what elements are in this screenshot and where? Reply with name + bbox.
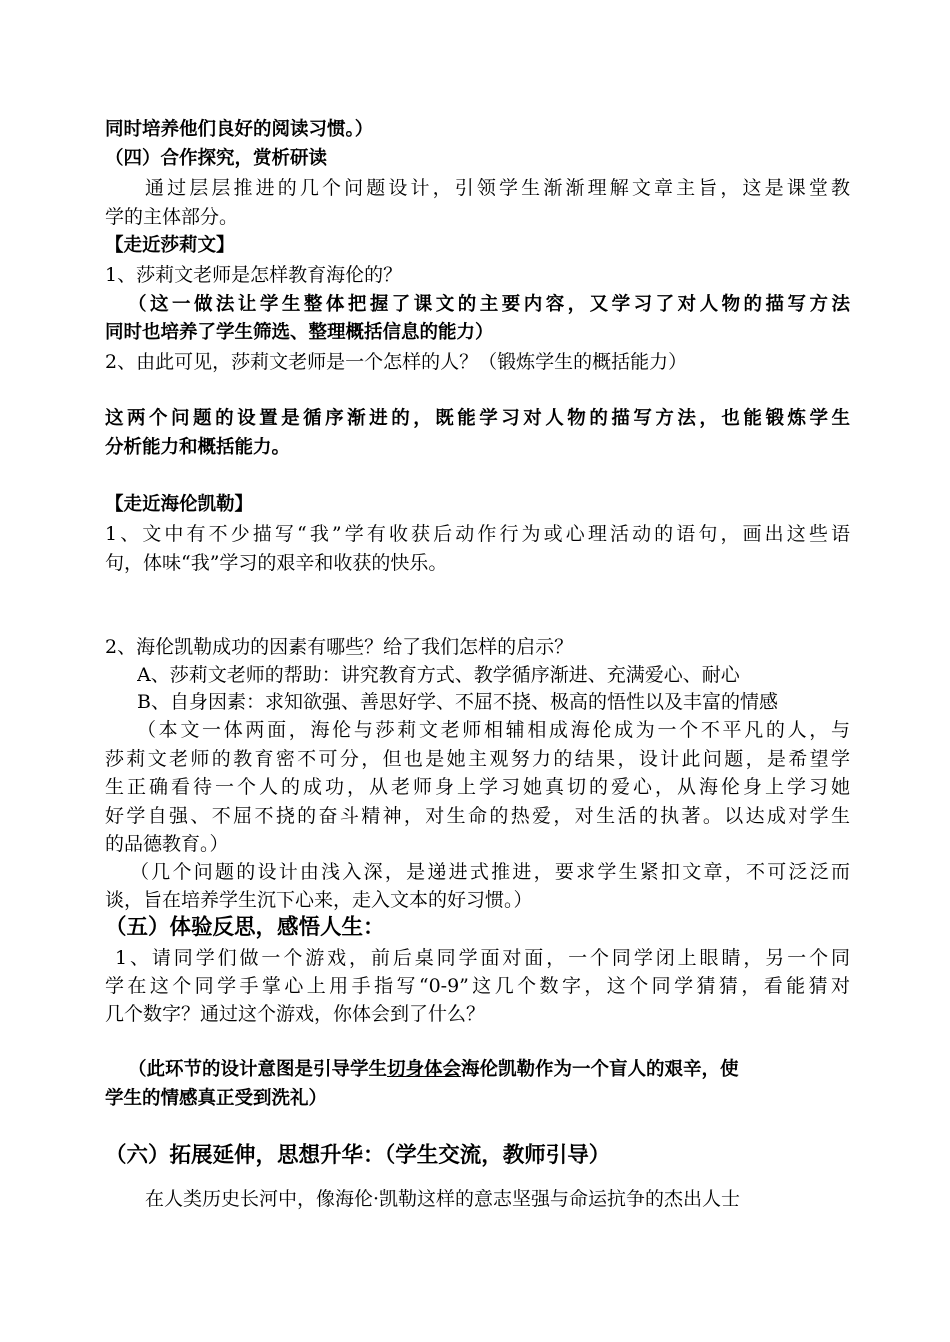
question-line: 句，体味“我”学习的艰辛和收获的快乐。: [105, 552, 448, 574]
note-line: 谈，旨在培养学生沉下心来，走入文本的好习惯。）: [105, 889, 533, 911]
section-heading: （四）合作探究，赏析研读: [105, 148, 328, 169]
question-line: 2、海伦凯勒成功的因素有哪些？给了我们怎样的启示？: [105, 636, 574, 658]
note-line: 学生的情感真正受到洗礼）: [105, 1088, 328, 1109]
subsection-heading: 【走近莎莉文】: [105, 235, 235, 256]
text-line: 在人类历史长河中，像海伦·凯勒这样的意志坚强与命运抗争的杰出人士: [145, 1188, 741, 1210]
note-text: （此环节的设计意图是引导学生: [128, 1059, 388, 1080]
question-line: 1、莎莉文老师是怎样教育海伦的？: [105, 264, 403, 286]
note-line: 分析能力和概括能力。: [105, 437, 291, 458]
note-line: 好学自强、不屈不挠的奋斗精神，对生命的热爱，对生活的执著。以达成对学生: [105, 805, 850, 827]
underlined-text: 切身体会: [387, 1059, 462, 1080]
activity-line: 几个数字？通过这个游戏，你体会到了什么？: [105, 1003, 486, 1025]
text-line: 同时培养他们良好的阅读习惯。）: [105, 119, 374, 140]
subsection-heading: 【走近海伦凯勒】: [105, 494, 254, 515]
question-line: 1、文中有不少描写“我”学有收获后动作行为或心理活动的语句，画出这些语: [105, 523, 850, 545]
text-line: 学的主体部分。: [105, 206, 239, 228]
note-line: （本文一体两面，海伦与莎莉文老师相辅相成海伦成为一个不平凡的人，与: [137, 719, 850, 741]
note-line: 莎莉文老师的教育密不可分，但也是她主观努力的结果，设计此问题，是希望学: [105, 748, 850, 770]
note-line: （几个问题的设计由浅入深，是递进式推进，要求学生紧扣文章，不可泛泛而: [130, 861, 850, 883]
note-line: 同时也培养了学生筛选、整理概括信息的能力）: [105, 322, 494, 343]
note-line: 的品德教育。）: [105, 833, 229, 855]
section-heading: （五）体验反思，感悟人生：: [105, 915, 385, 940]
note-line: 这两个问题的设置是循序渐进的，既能学习对人物的描写方法，也能锻炼学生: [105, 408, 850, 429]
question-line: 2、由此可见，莎莉文老师是一个怎样的人？（锻炼学生的概括能力）: [105, 351, 688, 373]
answer-line: B、自身因素：求知欲强、善思好学、不屈不挠、极高的悟性以及丰富的情感: [137, 691, 778, 713]
note-line: （这一做法让学生整体把握了课文的主要内容，又学习了对人物的描写方法: [128, 294, 850, 315]
section-heading: （六）拓展延伸，思想升华：（学生交流，教师引导）: [105, 1143, 611, 1168]
activity-line: 1、请同学们做一个游戏，前后桌同学面对面，一个同学闭上眼睛，另一个同: [115, 947, 850, 969]
note-line: [128, 1056, 850, 1084]
text-line: 通过层层推进的几个问题设计，引领学生渐渐理解文章主旨，这是课堂教: [145, 177, 850, 199]
activity-line: 学在这个同学手掌心上用手指写“0-9”这几个数字，这个同学猜猜，看能猜对: [105, 975, 850, 997]
note-line: 生正确看待一个人的成功，从老师身上学习她真切的爱心，从海伦身上学习她: [105, 776, 850, 798]
answer-line: A、莎莉文老师的帮助：讲究教育方式、教学循序渐进、充满爱心、耐心: [137, 664, 740, 686]
note-text: 海伦凯勒作为一个盲人的艰辛，使: [461, 1059, 739, 1080]
